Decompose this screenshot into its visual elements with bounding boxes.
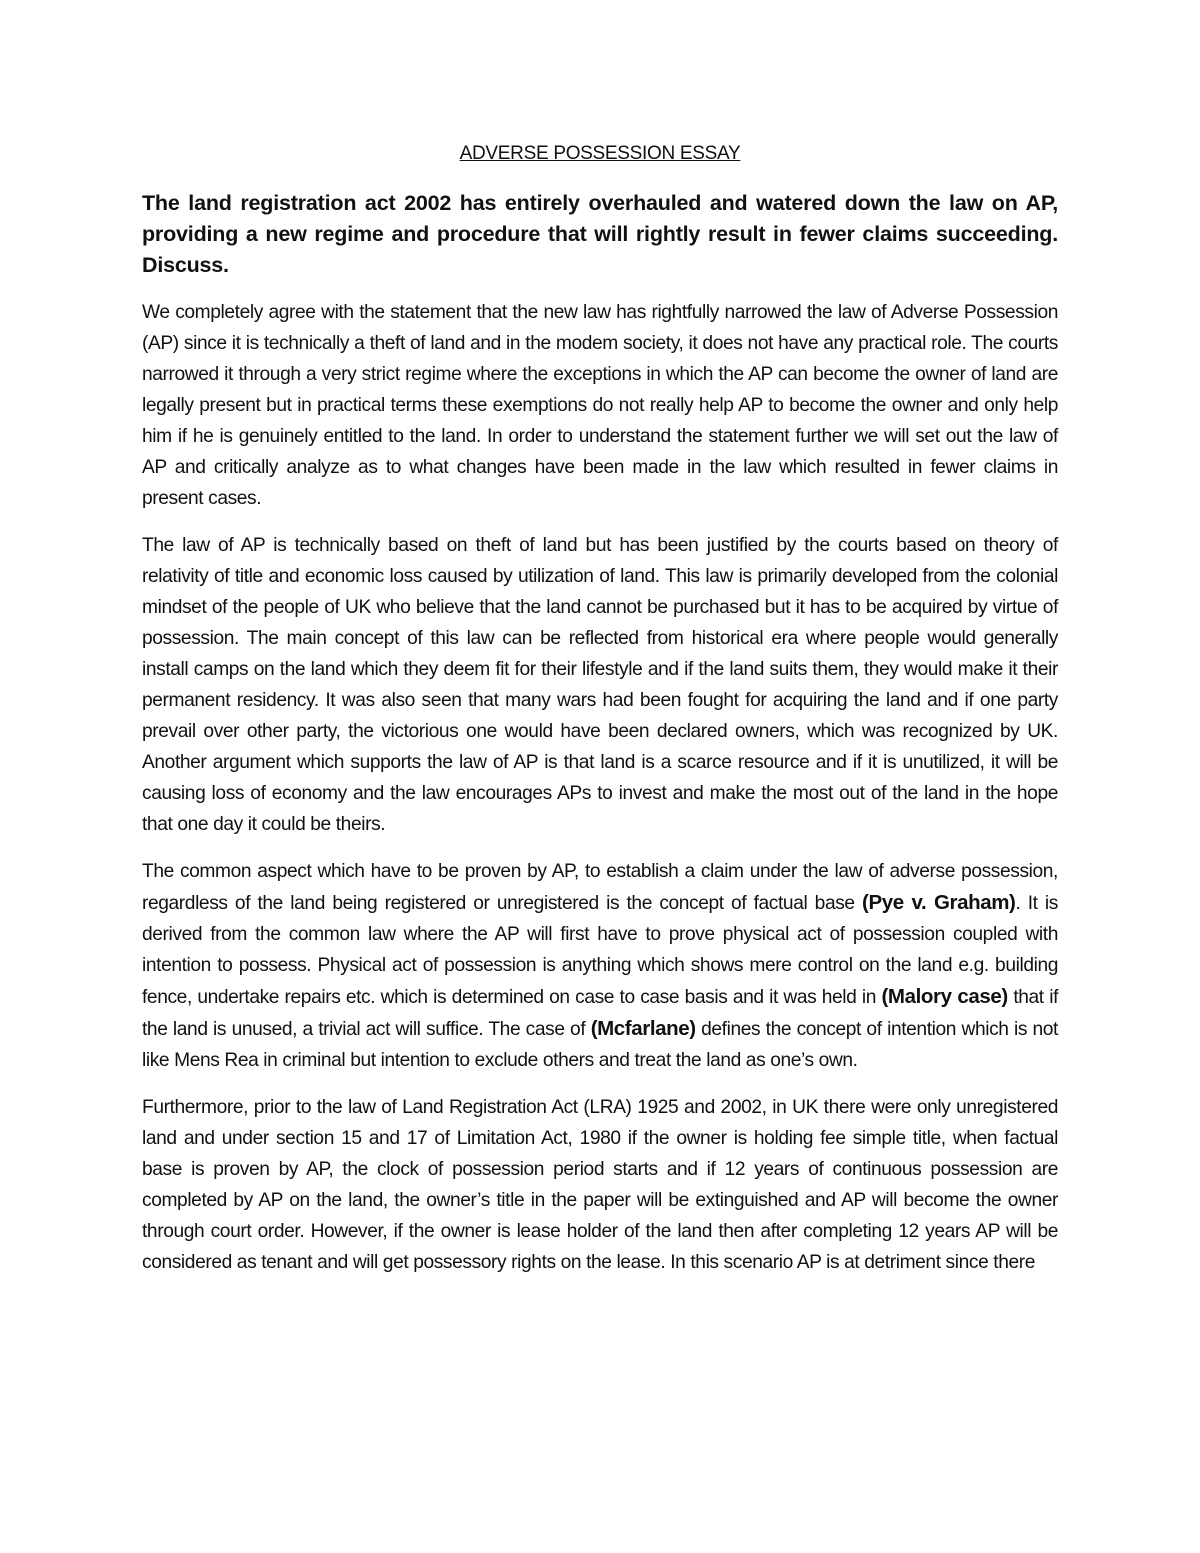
essay-question: The land registration act 2002 has entirely overhauled and watered down the law on AP, providing a new regime and procedure that will rightly result in fewer claims succeeding. Discuss.: [142, 191, 1058, 277]
case-citation-mcfarlane: (Mcfarlane): [590, 1017, 696, 1040]
paragraph-3-text-1: The common aspect which have to be proven by AP, to establish a claim under the law of adverse possession, regardless of the land being registered or unregistered is the concept of factual base: [142, 861, 1058, 914]
paragraph-3-text-4: defines the concept of intention which is not like Mens Rea in criminal but intention to exclude others and treat the land as one’s own.: [142, 1019, 1058, 1071]
document-title: ADVERSE POSSESSION ESSAY: [459, 143, 741, 164]
document-page: [142, 138, 1058, 1294]
paragraph-3-text-3: that if the land is unused, a trivial act will suffice. The case of: [142, 987, 1058, 1040]
paragraph-2: The law of AP is technically based on theft of land but has been justified by the courts based on theory of relativity of title and economic loss caused by utilization of land. This law is primarily developed from the colonial mindset of the people of UK who believe that the land cannot be purchased but it has to be acquired by virtue of possession. The main concept of this law can be reflected from historical era where people would generally install camps on the land which they deem fit for their lifestyle and if the land suits them, they would make it their permanent residency. It was also seen that many wars had been fought for acquiring the land and if one party prevail over other party, the victorious one would have been declared owners, which was recognized by UK. Another argument which supports the law of AP is that land is a scarce resource and if it is unutilized, it will be causing loss of economy and the law encourages APs to invest and make the most out of the land in the hope that one day it could be theirs.: [142, 535, 1058, 835]
case-citation-pye-v-graham: (Pye v. Graham): [862, 891, 1016, 914]
paragraph-3-text-2: . It is derived from the common law where the AP will first have to prove physical act of possession coupled with intention to possess. Physical act of possession is anything which shows mere control on the land e.g. building fence, undertake repairs etc. which is determined on case to case basis and it was held in: [142, 893, 1058, 1008]
case-citation-malory: (Malory case): [881, 985, 1008, 1008]
paragraph-4: Furthermore, prior to the law of Land Registration Act (LRA) 1925 and 2002, in UK there were only unregistered land and under section 15 and 17 of Limitation Act, 1980 if the owner is holding fee simple title, when factual base is proven by AP, the clock of possession period starts and if 12 years of continuous possession are completed by AP on the land, the owner’s title in the paper will be extinguished and AP will become the owner through court order. However, if the owner is lease holder of the land then after completing 12 years AP will be considered as tenant and will get possessory rights on the lease. In this scenario AP is at detriment since there: [142, 1097, 1058, 1273]
paragraph-1: We completely agree with the statement that the new law has rightfully narrowed the law of Adverse Possession (AP) since it is technically a theft of land and in the modem society, it does not have any practical role. The courts narrowed it through a very strict regime where the exceptions in which the AP can become the owner of land are legally present but in practical terms these exemptions do not really help AP to become the owner and only help him if he is genuinely entitled to the land. In order to understand the statement further we will set out the law of AP and critically analyze as to what changes have been made in the law which resulted in fewer claims in present cases.: [142, 302, 1058, 509]
paragraph-3: [142, 856, 1058, 1076]
